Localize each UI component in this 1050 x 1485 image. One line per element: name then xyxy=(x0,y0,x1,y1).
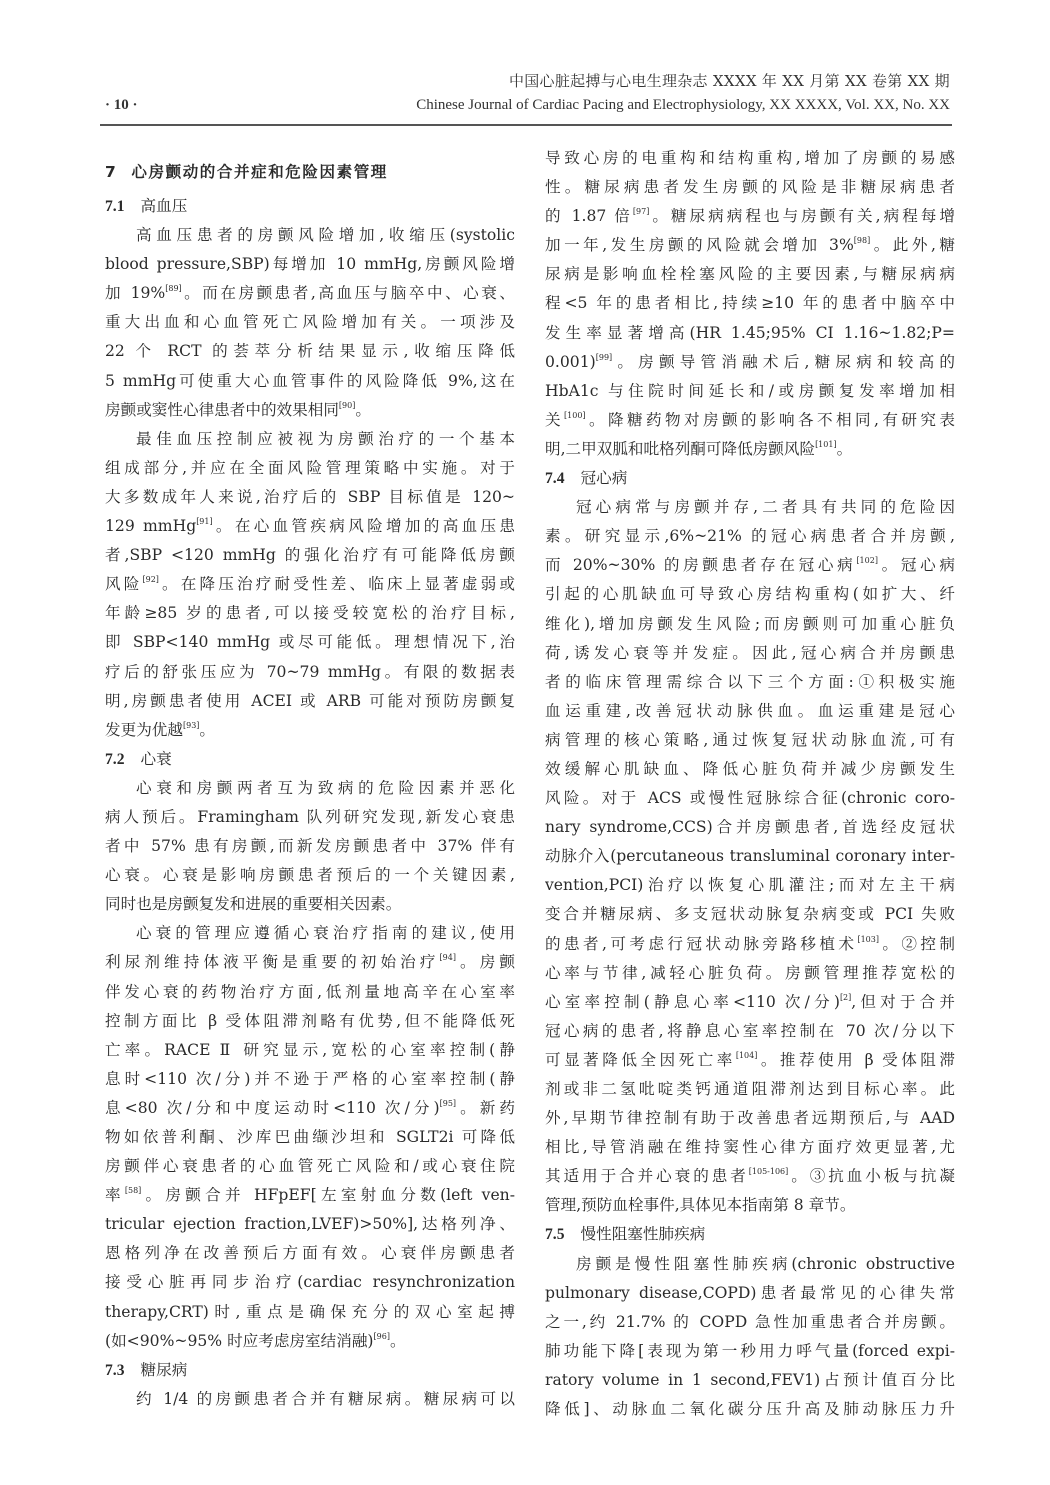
citation-ref[interactable]: [89] xyxy=(165,284,182,294)
line-text: 而 20%~30% 的房颤患者存在冠心病 xyxy=(545,556,857,575)
citation-ref[interactable]: [90] xyxy=(338,400,356,410)
line-text-tail: 。②控制 xyxy=(878,934,955,953)
subsection-number: 7.1 xyxy=(105,198,125,215)
text-line xyxy=(545,231,955,260)
line-text: 维化),增加房颤发生风险;而房颤则可加重心脏负 xyxy=(545,614,955,633)
text-line xyxy=(105,250,515,279)
text-line xyxy=(545,1279,955,1308)
line-text: 息<80 次/分和中度运动时<110 次/分) xyxy=(105,1098,440,1117)
line-text: 效缓解心肌缺血、降低心脏负荷并减少房颤发生 xyxy=(545,759,955,778)
text-line xyxy=(105,396,515,425)
line-text: tricular ejection fraction,LVEF)>50%],达格列净、 xyxy=(105,1215,515,1234)
citation-ref[interactable]: [105-106] xyxy=(748,1167,789,1177)
text-line xyxy=(545,900,955,929)
text-line xyxy=(105,803,515,832)
text-line xyxy=(545,348,955,377)
line-text-tail: 。 xyxy=(836,439,853,458)
subsection-title: 慢性阻塞性肺疾病 xyxy=(580,1225,706,1244)
line-text: 大多数成年人来说,治疗后的 SBP 目标值是 120~ xyxy=(105,487,515,506)
text-line xyxy=(105,308,515,337)
subsection-number: 7.4 xyxy=(545,470,565,488)
line-text: 病管理的核心策略,通过恢复冠状动脉血流,可有 xyxy=(545,730,955,749)
text-line xyxy=(105,1268,515,1297)
section-heading xyxy=(105,152,515,192)
text-line xyxy=(105,1239,515,1268)
line-text-tail: 。糖尿病病程也与房颤有关,病程每增 xyxy=(649,207,955,226)
text-line xyxy=(545,202,955,231)
text-line xyxy=(105,279,515,308)
line-text: 风险。对于 ACS 或慢性冠脉综合征(chronic coro- xyxy=(545,789,955,808)
line-text: 尿病是影响血栓栓塞风险的主要因素,与糖尿病病 xyxy=(545,265,955,284)
line-text: 22 个 RCT 的荟萃分析结果显示,收缩压降低 xyxy=(105,342,515,361)
line-text: 变合并糖尿病、多支冠状动脉复杂病变或 PCI 失败 xyxy=(545,905,955,924)
line-text: 129 mmHg xyxy=(105,517,197,536)
citation-ref[interactable]: [91] xyxy=(196,517,213,527)
line-text: (如<90%~95% 时应考虑房室结消融) xyxy=(105,1331,374,1350)
line-text: 明,二甲双胍和吡格列酮可降低房颤风险 xyxy=(545,439,816,458)
text-line xyxy=(545,260,955,289)
line-text: 组成部分,并应在全面风险管理策略中实施。对于 xyxy=(105,458,515,477)
text-line xyxy=(105,1065,515,1094)
header-rule xyxy=(100,124,952,126)
journal-title-en: Chinese Journal of Cardiac Pacing and Electrophysiology, XX XXXX, Vol. XX, No. XX xyxy=(416,97,950,113)
citation-ref[interactable]: [95] xyxy=(439,1098,457,1108)
text-line xyxy=(545,1075,955,1104)
line-text: 发生率显著增高(HR 1.45;95% CI 1.16~1.82;P= xyxy=(545,323,955,342)
line-text: 约 1/4 的房颤患者合并有糖尿病。糖尿病可以 xyxy=(136,1389,515,1408)
text-line xyxy=(545,1366,955,1395)
text-line xyxy=(105,570,515,599)
text-line xyxy=(545,813,955,842)
citation-ref[interactable]: [2] xyxy=(839,992,852,1002)
text-line xyxy=(105,1036,515,1065)
line-text: 相比,导管消融在维持窦性心律方面疗效更显著,尤 xyxy=(545,1138,955,1157)
line-text: 风险 xyxy=(105,575,143,594)
line-text: 心衰。心衰是影响房颤患者预后的一个关键因素, xyxy=(105,866,515,885)
line-text-tail: 。房颤 xyxy=(455,953,515,972)
line-text: blood pressure,SBP)每增加 10 mmHg,房颤风险增 xyxy=(105,255,515,274)
line-text: 导致心房的电重构和结构重构,增加了房颤的易感 xyxy=(545,149,955,167)
text-line xyxy=(545,522,955,551)
text-line xyxy=(545,784,955,813)
line-text: 降低]、动脉血二氧化碳分压升高及肺动脉压力升 xyxy=(545,1400,955,1419)
citation-ref[interactable]: [58] xyxy=(124,1186,142,1196)
line-text: 者,SBP <120 mmHg 的强化治疗有可能降低房颤 xyxy=(105,546,515,565)
line-text: 亡率。RACE Ⅱ 研究显示,宽松的心室率控制(静 xyxy=(105,1040,515,1059)
line-text: pulmonary disease,COPD)患者最常见的心律失常 xyxy=(545,1283,955,1302)
text-line xyxy=(105,1152,515,1181)
line-text: 接受心脏再同步治疗(cardiac resynchronization xyxy=(105,1273,515,1292)
line-text: 控制方面比 β 受体阻滞剂略有优势,但不能降低死 xyxy=(105,1011,515,1030)
text-line xyxy=(105,1094,515,1123)
text-line xyxy=(105,599,515,628)
line-text: 者的临床管理需综合以下三个方面:①积极实施 xyxy=(545,672,955,691)
subsection-title: 冠心病 xyxy=(580,469,628,488)
text-line xyxy=(545,668,955,697)
text-line xyxy=(545,144,955,173)
citation-ref[interactable]: [96] xyxy=(373,1331,390,1341)
line-text: 0.001) xyxy=(545,352,596,371)
left-column xyxy=(105,152,515,1414)
text-line xyxy=(545,1046,955,1075)
line-text: 程<5 年的患者相比,持续≥10 年的患者中脑卒中 xyxy=(545,294,955,313)
citation-ref[interactable]: [103] xyxy=(857,934,879,944)
line-text-tail: 。③抗血小板与抗凝 xyxy=(788,1167,955,1186)
line-text: 5 mmHg可使重大心血管事件的风险降低 9%,这在 xyxy=(105,371,515,390)
subsection-heading xyxy=(105,192,515,221)
line-text: 冠心病的患者,将静息心室率控制在 70 次/分以下 xyxy=(545,1021,955,1040)
text-line xyxy=(105,774,515,803)
line-text: 管理,预防血栓事件,具体见本指南第 8 章节。 xyxy=(545,1196,856,1215)
text-line xyxy=(105,1210,515,1239)
subsection-heading xyxy=(545,1220,955,1249)
text-line xyxy=(545,842,955,871)
text-line xyxy=(545,435,955,464)
subsection-title: 糖尿病 xyxy=(140,1360,188,1379)
text-line xyxy=(545,319,955,348)
line-text-tail: ,但对于合并 xyxy=(851,992,955,1011)
text-line xyxy=(545,580,955,609)
subsection-heading xyxy=(105,745,515,774)
text-line xyxy=(105,890,515,919)
text-line xyxy=(545,493,955,522)
line-text: 加一年,发生房颤的风险就会增加 3% xyxy=(545,236,854,255)
text-line xyxy=(105,948,515,977)
line-text: HbA1c 与住院时间延长和/或房颤复发率增加相 xyxy=(545,381,955,400)
right-column-text xyxy=(545,144,955,1424)
line-text: 最佳血压控制应被视为房颤治疗的一个基本 xyxy=(136,429,515,448)
line-text: 剂或非二氢吡啶类钙通道阻滞剂达到目标心率。此 xyxy=(545,1080,955,1098)
line-text: 血运重建,改善冠状动脉供血。血运重建是冠心 xyxy=(545,701,955,720)
line-text: 加 19% xyxy=(105,284,166,303)
citation-ref[interactable]: [104] xyxy=(735,1050,758,1060)
line-text: 物如依普利酮、沙库巴曲缬沙坦和 SGLT2i 可降低 xyxy=(105,1128,515,1146)
citation-ref[interactable]: [98] xyxy=(853,236,871,246)
citation-ref[interactable]: [101] xyxy=(815,439,837,449)
line-text-tail: 。 xyxy=(389,1331,406,1350)
subsection-title: 心衰 xyxy=(140,749,172,768)
text-line xyxy=(545,1191,955,1220)
line-text: 之一,约 21.7% 的 COPD 急性加重患者合并房颤。 xyxy=(545,1312,955,1331)
line-text: 恩格列净在改善预后方面有效。心衰伴房颤患者 xyxy=(105,1244,515,1263)
line-text-tail: 。 xyxy=(355,400,371,419)
line-text: 息时<110 次/分)并不逊于严格的心室率控制(静 xyxy=(105,1069,515,1088)
line-text: 心衰和房颤两者互为致病的危险因素并恶化 xyxy=(136,778,515,797)
line-text: 的患者,可考虑行冠状动脉旁路移植术 xyxy=(545,934,858,953)
line-text-tail: 。房颤合并 HFpEF[左室射血分数(left ven- xyxy=(141,1186,515,1205)
subsection-number: 7.5 xyxy=(545,1226,565,1244)
page-number: · 10 · xyxy=(105,97,138,113)
line-text: 的 1.87 倍 xyxy=(545,207,633,226)
citation-ref[interactable]: [92] xyxy=(142,575,159,585)
text-line xyxy=(105,658,515,687)
line-text-tail: 。房颤导管消融术后,糖尿病和较高的 xyxy=(612,352,955,371)
text-line xyxy=(545,755,955,784)
text-line xyxy=(545,959,955,988)
line-text: 房颤伴心衰患者的心血管死亡风险和/或心衰住院 xyxy=(105,1157,515,1176)
line-text-tail: 。此外,糖 xyxy=(870,236,955,255)
text-line xyxy=(545,406,955,435)
text-line xyxy=(545,377,955,406)
subsection-number: 7.3 xyxy=(105,1361,125,1379)
line-text: 房颤或窦性心律患者中的效果相同 xyxy=(105,400,339,419)
text-line xyxy=(545,610,955,639)
text-line xyxy=(105,221,515,250)
line-text: 关 xyxy=(545,410,565,429)
text-line xyxy=(105,483,515,512)
citation-ref[interactable]: [102] xyxy=(856,556,878,566)
line-text: 冠心病常与房颤并存,二者具有共同的危险因 xyxy=(576,498,955,517)
line-text-tail: 。推荐使用 β 受体阻滞 xyxy=(757,1050,955,1069)
text-line xyxy=(545,639,955,668)
line-text: 重大出血和心血管死亡风险增加有关。一项涉及 xyxy=(105,313,515,332)
text-line xyxy=(545,551,955,580)
text-line xyxy=(105,1007,515,1036)
text-line xyxy=(105,512,515,541)
text-line xyxy=(105,1123,515,1152)
text-line xyxy=(545,1104,955,1133)
citation-ref[interactable]: [94] xyxy=(439,953,456,963)
text-line xyxy=(105,978,515,1007)
text-line xyxy=(105,716,515,745)
text-line xyxy=(105,687,515,716)
citation-ref[interactable]: [100] xyxy=(564,410,586,420)
text-line xyxy=(545,1017,955,1046)
citation-ref[interactable]: [93] xyxy=(182,720,200,730)
text-line xyxy=(545,930,955,959)
line-text: 发更为优越 xyxy=(105,720,183,739)
line-text-tail: 。冠心病 xyxy=(877,556,955,575)
line-text: 年龄≥85 岁的患者,可以接受较宽松的治疗目标, xyxy=(105,604,515,623)
subsection-title: 高血压 xyxy=(140,197,188,215)
subsection-heading xyxy=(545,464,955,493)
text-line xyxy=(545,1133,955,1162)
text-line xyxy=(545,1337,955,1366)
line-text: 心衰的管理应遵循心衰治疗指南的建议,使用 xyxy=(136,924,515,943)
text-line xyxy=(105,367,515,396)
journal-title-cn: 中国心脏起搏与心电生理杂志 XXXX 年 XX 月第 XX 卷第 XX 期 xyxy=(508,72,950,90)
line-text: 心率与节律,减轻心脏负荷。房颤管理推荐宽松的 xyxy=(545,963,955,982)
text-line xyxy=(545,1395,955,1424)
line-text: 外,早期节律控制有助于改善患者远期预后,与 AAD xyxy=(545,1109,955,1128)
text-line xyxy=(105,541,515,570)
line-text: nary syndrome,CCS)合并房颤患者,首选经皮冠状 xyxy=(545,818,955,837)
line-text-tail: 。在心血管疾病风险增加的高血压患 xyxy=(212,517,515,536)
line-text: 动脉介入(percutaneous transluminal coronary inter- xyxy=(545,847,955,866)
text-line xyxy=(105,425,515,454)
text-line xyxy=(105,628,515,657)
line-text: 其适用于合并心衰的患者 xyxy=(545,1167,749,1186)
line-text: 利尿剂维持体液平衡是重要的初始治疗 xyxy=(105,953,440,972)
section-title: 心房颤动的合并症和危险因素管理 xyxy=(131,163,388,181)
text-line xyxy=(105,337,515,366)
citation-ref[interactable]: [97] xyxy=(632,207,650,217)
line-text: 荷,诱发心衰等并发症。因此,冠心病合并房颤患 xyxy=(545,643,955,662)
text-line xyxy=(545,1250,955,1279)
line-text: 肺功能下降[表现为第一秒用力呼气量(forced expi- xyxy=(545,1341,955,1360)
section-number: 7 xyxy=(105,163,118,181)
text-line xyxy=(545,173,955,202)
line-text: 病人预后。Framingham 队列研究发现,新发心衰患 xyxy=(105,807,515,826)
line-text: 同时也是房颤复发和进展的重要相关因素。 xyxy=(105,895,402,914)
text-line xyxy=(105,1298,515,1327)
text-line xyxy=(105,1327,515,1356)
line-text: 即 SBP<140 mmHg 或尽可能低。理想情况下,治 xyxy=(105,633,515,652)
line-text: 引起的心肌缺血可导致心房结构重构(如扩大、纤 xyxy=(545,585,955,604)
line-text-tail: 。在降压治疗耐受性差、临床上显著虚弱或 xyxy=(158,575,515,594)
line-text: 高血压患者的房颤风险增加,收缩压(systolic xyxy=(136,226,515,245)
text-line xyxy=(105,1181,515,1210)
text-line xyxy=(105,832,515,861)
text-line xyxy=(545,726,955,755)
text-line xyxy=(545,1162,955,1191)
left-column-text xyxy=(105,192,515,1414)
line-text: ratory volume in 1 second,FEV1)占预计值百分比 xyxy=(545,1370,955,1389)
subsection-heading xyxy=(105,1356,515,1385)
text-line xyxy=(105,861,515,890)
line-text: 率 xyxy=(105,1186,125,1205)
line-text: vention,PCI)治疗以恢复心肌灌注;而对左主干病 xyxy=(545,876,955,895)
text-line xyxy=(105,454,515,483)
citation-ref[interactable]: [99] xyxy=(595,352,613,362)
line-text: 疗后的舒张压应为 70~79 mmHg。有限的数据表 xyxy=(105,662,515,681)
text-line xyxy=(545,289,955,318)
text-line xyxy=(545,697,955,726)
line-text: 素。研究显示,6%~21% 的冠心病患者合并房颤, xyxy=(545,527,955,546)
right-column xyxy=(545,144,955,1424)
line-text: 可显著降低全因死亡率 xyxy=(545,1050,736,1069)
subsection-number: 7.2 xyxy=(105,750,125,768)
text-line xyxy=(545,1308,955,1337)
line-text-tail: 。 xyxy=(199,720,216,739)
line-text: 者中 57% 患有房颤,而新发房颤患者中 37% 伴有 xyxy=(105,837,515,856)
line-text: 性。糖尿病患者发生房颤的风险是非糖尿病患者 xyxy=(545,178,955,197)
text-line xyxy=(105,1385,515,1414)
text-line xyxy=(545,871,955,900)
line-text: therapy,CRT)时,重点是确保充分的双心室起搏 xyxy=(105,1302,515,1321)
line-text-tail: 。而在房颤患者,高血压与脑卒中、心衰、 xyxy=(181,284,515,303)
line-text-tail: 。新药 xyxy=(456,1098,515,1117)
line-text-tail: 。降糖药物对房颤的影响各不相同,有研究表 xyxy=(585,410,955,429)
text-line xyxy=(105,919,515,948)
line-text: 明,房颤患者使用 ACEI 或 ARB 可能对预防房颤复 xyxy=(105,691,515,710)
text-line xyxy=(545,988,955,1017)
line-text: 心室率控制(静息心率<110 次/分) xyxy=(545,992,840,1011)
line-text: 房颤是慢性阻塞性肺疾病(chronic obstructive xyxy=(576,1254,955,1273)
line-text: 伴发心衰的药物治疗方面,低剂量地高辛在心室率 xyxy=(105,982,515,1001)
